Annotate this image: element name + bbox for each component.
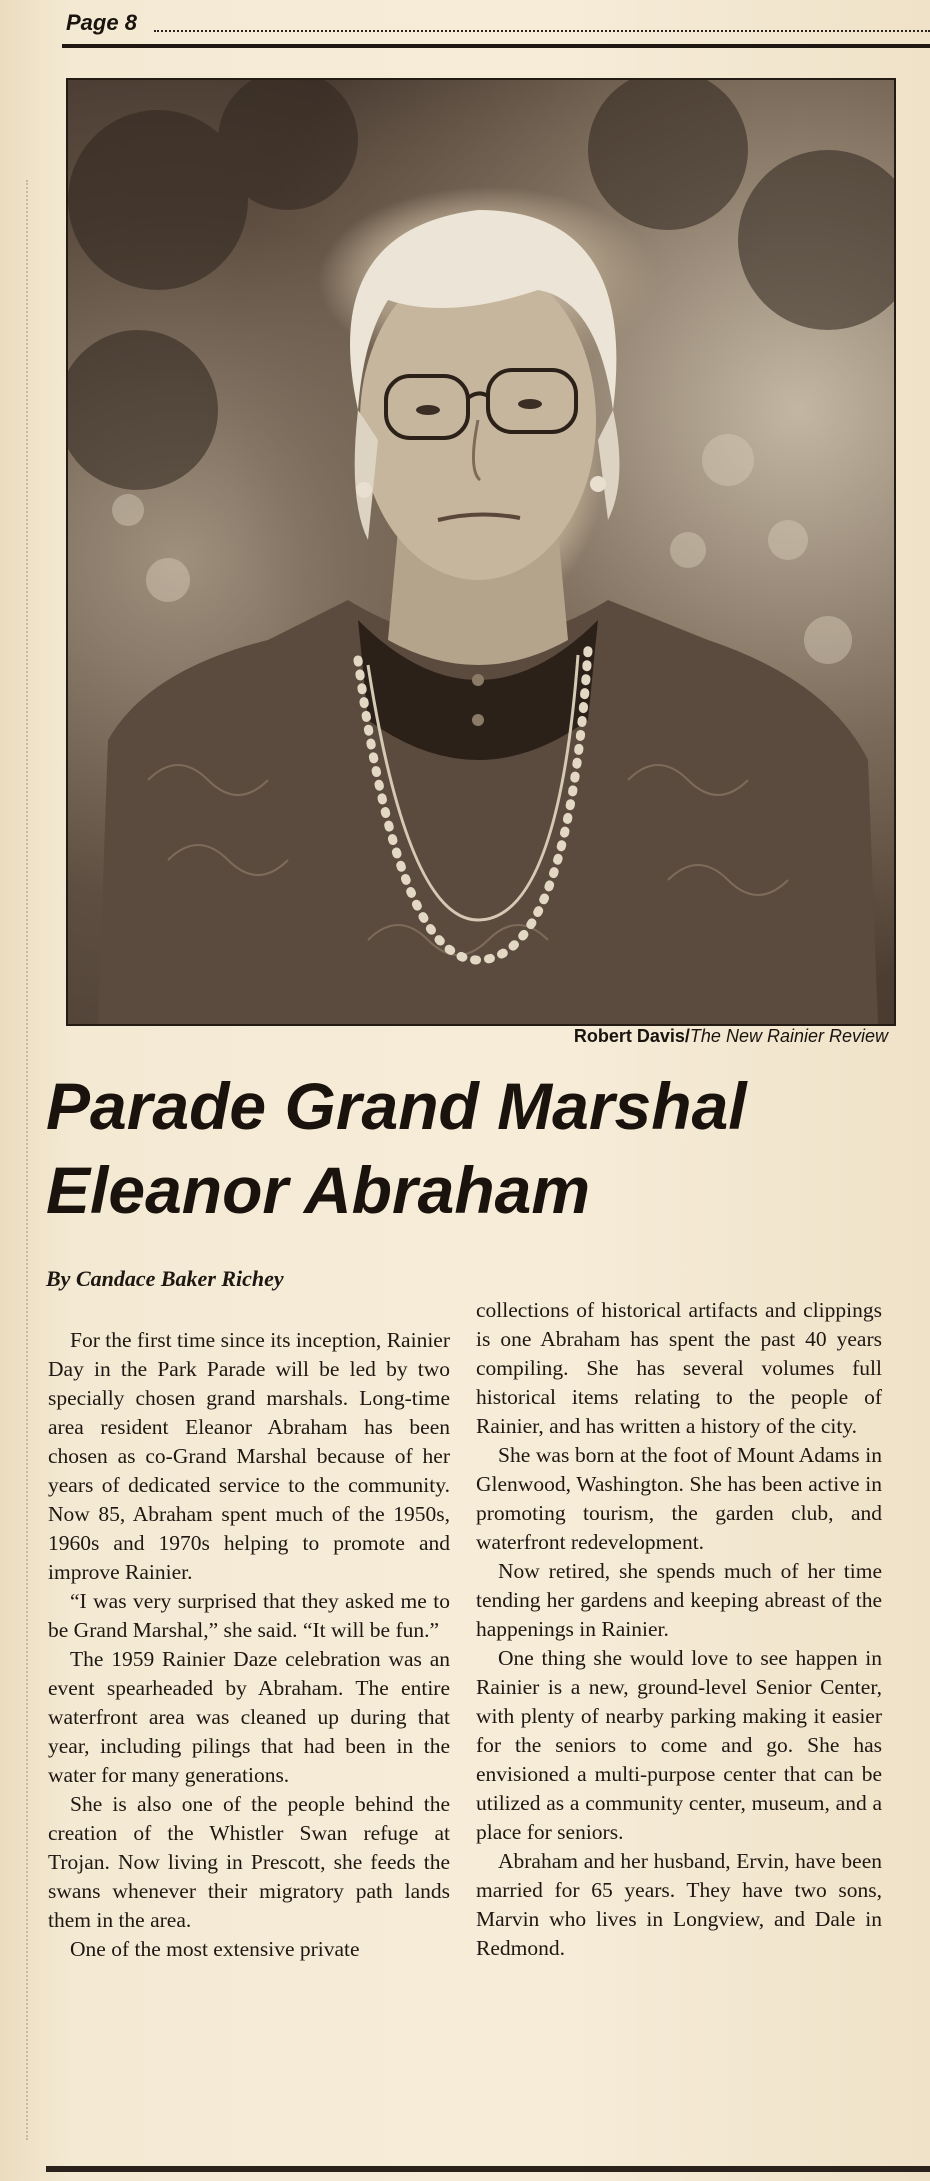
paragraph: One thing she would love to see happen in Rainier is a new, ground-level Senior Center, with plenty of nearby parking making it easier for the seniors to come and go. She has envisioned a multi-purpose center that can be utilized as a community center, museum, and a place for seniors. — [476, 1646, 882, 1844]
paragraph: Abraham and her husband, Ervin, have been married for 65 years. They have two sons, Marvin who lives in Longview, and Dale in Redmond. — [476, 1849, 882, 1960]
paragraph: collections of historical artifacts and clippings is one Abraham has spent the past 40 years compiling. She has several volumes full historical items relating to the people of Rainier, and has written a history of the city. — [476, 1298, 882, 1438]
photographer-name: Robert Davis/ — [573, 1026, 690, 1046]
paragraph: The 1959 Rainier Daze celebration was an event spearheaded by Abraham. The entire waterfront area was cleaned up during that year, including pilings that had been in the water for many generations. — [48, 1647, 450, 1787]
paragraph: She is also one of the people behind the creation of the Whistler Swan refuge at Trojan. Now living in Prescott, she feeds the swans whenever their migratory path lands them in the area. — [48, 1792, 450, 1932]
portrait-illustration — [68, 80, 894, 1024]
article-column-right — [476, 1296, 882, 1963]
headline-line-2: Eleanor Abraham — [46, 1153, 591, 1227]
header-rule — [62, 44, 930, 48]
page-margin-perforation — [26, 180, 34, 2140]
paragraph: One of the most extensive private — [70, 1937, 360, 1961]
paragraph: “I was very surprised that they asked me to be Grand Marshal,” she said. “It will be fun.” — [48, 1589, 450, 1642]
publication-name: The New Rainier Review — [689, 1026, 888, 1046]
header-dotted-leader — [154, 30, 930, 32]
headline-line-1: Parade Grand Marshal — [46, 1069, 747, 1143]
paragraph: She was born at the foot of Mount Adams in Glenwood, Washington. She has been active in promoting tourism, the garden club, and waterfront redevelopment. — [476, 1443, 882, 1554]
headline — [46, 1064, 886, 1232]
bottom-rule — [46, 2166, 930, 2172]
byline: By Candace Baker Richey — [46, 1266, 284, 1291]
photo-credit — [574, 1026, 888, 1047]
portrait-photo — [66, 78, 896, 1026]
page-header — [62, 4, 930, 48]
paragraph: For the first time since its inception, Rainier Day in the Park Parade will be led by two specially chosen grand marshals. Long-time area resident Eleanor Abraham has been chosen as co-Grand Marshal because of her years of dedicated service to the community. Now 85, Abraham spent much of the 1950s, 1960s and 1970s helping to promote and improve Rainier. — [48, 1328, 450, 1584]
article-column-left — [48, 1326, 450, 1964]
page-number: Page 8 — [66, 10, 137, 35]
paragraph: Now retired, she spends much of her time tending her gardens and keeping abreast of the happenings in Rainier. — [476, 1559, 882, 1641]
